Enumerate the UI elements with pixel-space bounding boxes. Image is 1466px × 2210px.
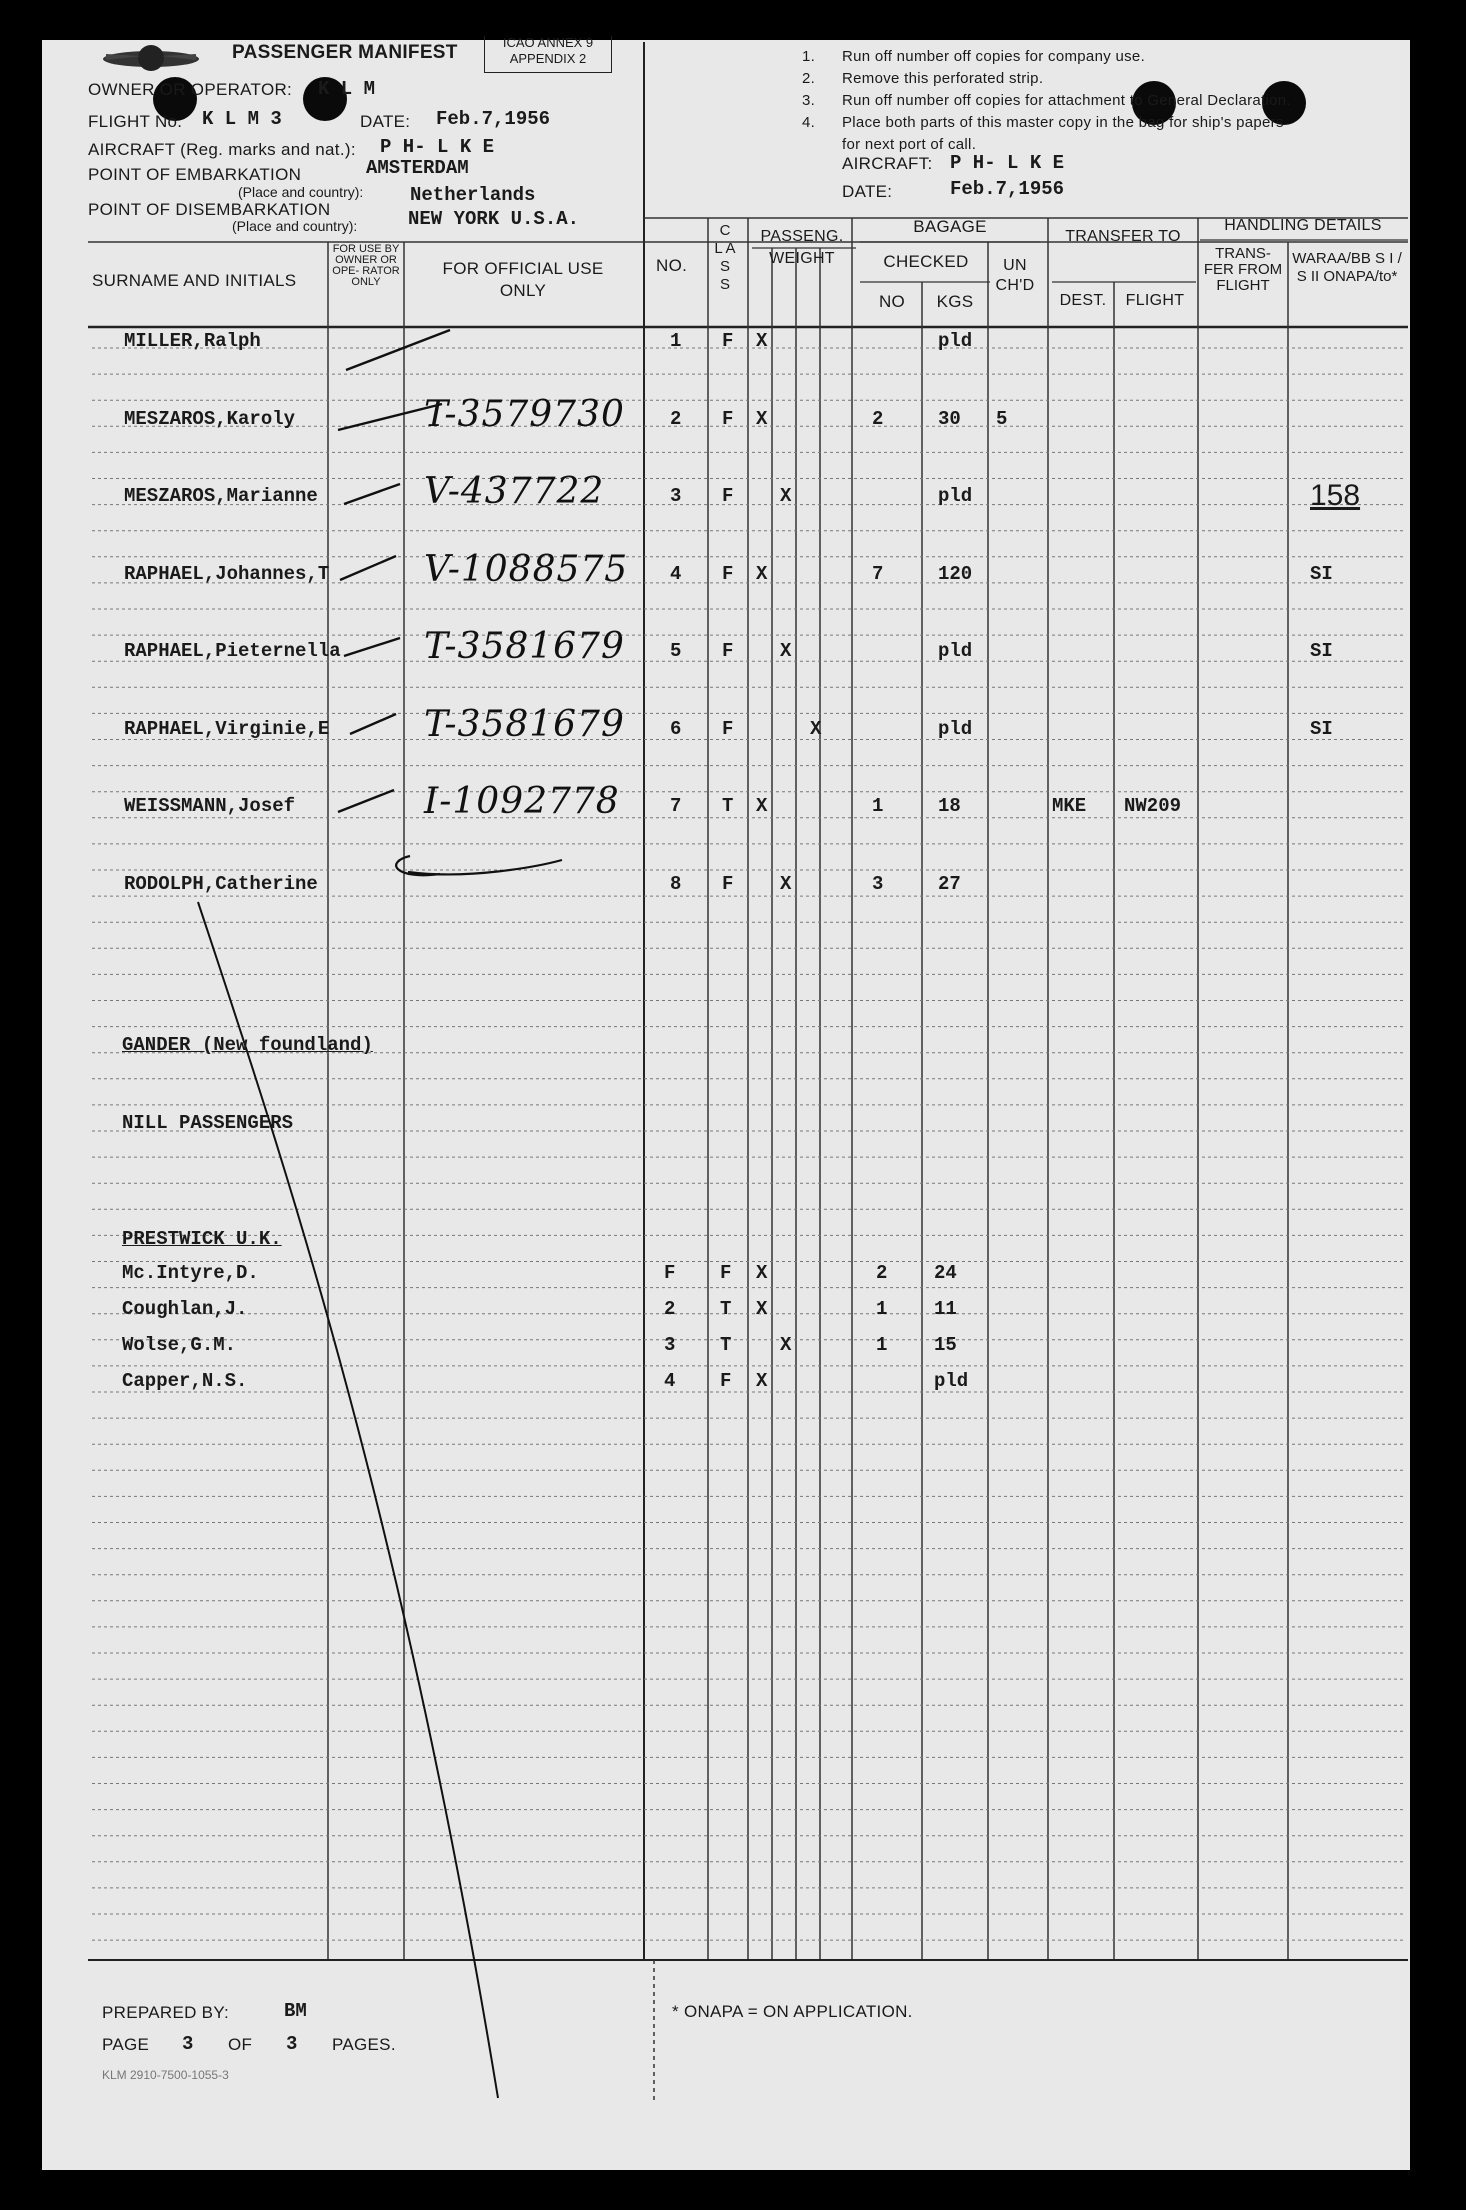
passenger-name: RAPHAEL,Virginie,E bbox=[124, 717, 330, 740]
weight-mark: X bbox=[756, 795, 768, 817]
weight-mark: X bbox=[756, 1262, 768, 1284]
official-use-number: I-1092778 bbox=[424, 781, 620, 822]
passenger-class: F bbox=[722, 407, 734, 430]
right-aircraft-value: P H- L K E bbox=[950, 152, 1065, 174]
passenger-name: RODOLPH,Catherine bbox=[124, 872, 318, 895]
passenger-number: 6 bbox=[670, 717, 682, 740]
embarkation-value: AMSTERDAM bbox=[366, 157, 469, 179]
handling-code: SI bbox=[1310, 562, 1333, 585]
col-class: C L A S S bbox=[714, 222, 736, 293]
passenger-number: 7 bbox=[670, 795, 682, 817]
passenger-class: F bbox=[722, 485, 734, 507]
disembarkation-value: NEW YORK U.S.A. bbox=[408, 208, 580, 230]
prepared-by-label: PREPARED BY: bbox=[102, 2003, 230, 2022]
passenger-number: 3 bbox=[670, 485, 682, 507]
col-no: NO. bbox=[656, 256, 688, 275]
disembarkation-label: POINT OF DISEMBARKATION bbox=[88, 200, 331, 219]
bag-kgs: 120 bbox=[938, 562, 973, 585]
disembark-place-label: (Place and country): bbox=[232, 218, 358, 234]
check-stroke bbox=[346, 330, 450, 370]
instruction-text: Remove this perforated strip. bbox=[842, 70, 1044, 87]
passenger-name: Wolse,G.M. bbox=[122, 1334, 237, 1356]
bag-count: 1 bbox=[876, 1298, 888, 1320]
handling-code: SI bbox=[1310, 717, 1333, 740]
passenger-number: 3 bbox=[664, 1334, 676, 1356]
weight-mark: X bbox=[780, 640, 792, 662]
col-checked: CHECKED bbox=[883, 252, 969, 271]
embark-place-label: (Place and country): bbox=[238, 184, 364, 200]
passenger-name: Capper,N.S. bbox=[122, 1370, 248, 1392]
passenger-number: F bbox=[664, 1262, 676, 1284]
passenger-class: F bbox=[722, 330, 734, 352]
instruction-text: Run off number off copies for attachment to General Declaration. bbox=[842, 92, 1291, 109]
passenger-number: 4 bbox=[664, 1370, 676, 1392]
page-label: PAGE bbox=[102, 2035, 150, 2054]
col-transfer-to: TRANSFER TO bbox=[1065, 228, 1181, 245]
right-date-value: Feb.7,1956 bbox=[950, 178, 1065, 200]
prepared-by-value: BM bbox=[284, 2000, 307, 2022]
instruction-number: 2. bbox=[802, 70, 816, 87]
bag-kgs: pld bbox=[938, 717, 973, 740]
passenger-number: 1 bbox=[670, 330, 682, 352]
passenger-number: 5 bbox=[670, 640, 682, 662]
weight-mark: X bbox=[780, 1334, 792, 1356]
bag-count: 3 bbox=[872, 872, 884, 895]
unchecked-count: 5 bbox=[996, 407, 1008, 430]
bag-count: 1 bbox=[876, 1334, 888, 1356]
bag-kgs: 24 bbox=[934, 1262, 957, 1284]
handling-code: SI bbox=[1310, 640, 1333, 662]
bag-kgs: pld bbox=[938, 640, 973, 662]
bag-kgs: 15 bbox=[934, 1334, 957, 1356]
of-label: OF bbox=[228, 2035, 253, 2054]
embarkation-label: POINT OF EMBARKATION bbox=[88, 165, 302, 184]
klm-logo-icon bbox=[96, 42, 206, 76]
col-surname: SURNAME AND INITIALS bbox=[92, 271, 297, 290]
passenger-number: 4 bbox=[670, 562, 682, 585]
transfer-flight: NW209 bbox=[1124, 795, 1182, 817]
passenger-name: MESZAROS,Marianne bbox=[124, 485, 318, 507]
bag-kgs: pld bbox=[938, 330, 973, 352]
check-stroke bbox=[344, 484, 400, 504]
section-nill: NILL PASSENGERS bbox=[122, 1112, 294, 1134]
form-code: KLM 2910-7500-1055-3 bbox=[102, 2068, 229, 2082]
embark-country: Netherlands bbox=[410, 184, 536, 206]
passenger-name: WEISSMANN,Josef bbox=[124, 795, 296, 817]
col-official-use: FOR OFFICIAL USE ONLY bbox=[442, 259, 604, 300]
col-handling: HANDLING DETAILS bbox=[1224, 217, 1382, 234]
check-stroke bbox=[338, 790, 394, 812]
col-checked-no: NO bbox=[878, 292, 906, 311]
col-checked-kgs: KGS bbox=[936, 292, 974, 311]
owner-operator-label: OWNER OR OPERATOR: bbox=[88, 80, 293, 99]
weight-mark: X bbox=[756, 1370, 768, 1392]
passenger-class: T bbox=[720, 1298, 732, 1320]
transfer-dest: MKE bbox=[1052, 795, 1087, 817]
aircraft-value: P H- L K E bbox=[380, 136, 495, 158]
passenger-name: Coughlan,J. bbox=[122, 1298, 248, 1320]
owner-operator-value: K L M bbox=[318, 78, 376, 100]
of-value: 3 bbox=[286, 2033, 298, 2055]
instruction-text: Run off number off copies for company use. bbox=[842, 48, 1146, 65]
passenger-number: 2 bbox=[670, 407, 682, 430]
instruction-number: 3. bbox=[802, 92, 816, 109]
official-use-number: T-3579730 bbox=[424, 393, 625, 435]
passenger-class: F bbox=[720, 1370, 732, 1392]
passenger-class: F bbox=[722, 872, 734, 895]
passenger-number: 8 bbox=[670, 872, 682, 895]
flight-no-value: K L M 3 bbox=[202, 108, 282, 130]
col-passeng-weight: PASSENG. WEIGHT bbox=[760, 228, 844, 267]
check-stroke bbox=[350, 714, 396, 734]
bag-kgs: pld bbox=[938, 485, 973, 507]
instruction-text: for next port of call. bbox=[842, 136, 977, 153]
date-label: DATE: bbox=[360, 112, 411, 131]
passenger-name: Mc.Intyre,D. bbox=[122, 1262, 259, 1284]
col-dest: DEST. bbox=[1059, 292, 1107, 309]
date-value: Feb.7,1956 bbox=[436, 108, 551, 130]
bag-kgs: 18 bbox=[938, 795, 961, 817]
handling-code: 158 bbox=[1310, 479, 1361, 512]
bag-kgs: pld bbox=[934, 1370, 969, 1392]
passenger-name: RAPHAEL,Johannes,T bbox=[124, 562, 330, 585]
passenger-name: MILLER,Ralph bbox=[124, 330, 261, 352]
passenger-class: T bbox=[720, 1334, 732, 1356]
check-stroke bbox=[396, 856, 562, 875]
weight-mark: X bbox=[756, 407, 768, 430]
bag-kgs: 11 bbox=[934, 1298, 957, 1320]
weight-mark: X bbox=[756, 1298, 768, 1320]
official-use-number: V-1088575 bbox=[424, 548, 629, 590]
bag-kgs: 30 bbox=[938, 407, 961, 430]
bag-count: 2 bbox=[872, 407, 884, 430]
instruction-number: 4. bbox=[802, 114, 816, 131]
page-value: 3 bbox=[182, 2033, 194, 2055]
check-stroke bbox=[344, 638, 400, 656]
aircraft-label: AIRCRAFT (Reg. marks and nat.): bbox=[88, 140, 356, 159]
pages-label: PAGES. bbox=[332, 2035, 396, 2054]
bag-count: 2 bbox=[876, 1262, 888, 1284]
check-stroke bbox=[340, 556, 396, 580]
bag-count: 7 bbox=[872, 562, 884, 585]
passenger-class: F bbox=[722, 562, 734, 585]
weight-mark: X bbox=[780, 872, 792, 895]
onapa-note: * ONAPA = ON APPLICATION. bbox=[672, 2002, 913, 2021]
section-gander: GANDER (New foundland) bbox=[122, 1034, 373, 1056]
right-date-label: DATE: bbox=[842, 182, 893, 201]
official-use-number: T-3581679 bbox=[424, 626, 625, 667]
weight-mark: X bbox=[756, 562, 768, 585]
passenger-class: T bbox=[722, 795, 734, 817]
passenger-class: F bbox=[720, 1262, 732, 1284]
section-prestwick: PRESTWICK U.K. bbox=[122, 1228, 282, 1250]
passenger-class: F bbox=[722, 640, 734, 662]
weight-mark: X bbox=[810, 717, 822, 740]
weight-mark: X bbox=[756, 330, 768, 352]
bag-kgs: 27 bbox=[938, 872, 961, 895]
right-aircraft-label: AIRCRAFT: bbox=[842, 154, 933, 173]
flight-no-label: FLIGHT No. bbox=[88, 112, 183, 131]
instruction-number: 1. bbox=[802, 48, 816, 65]
col-bagage: BAGAGE bbox=[913, 217, 987, 236]
passenger-number: 2 bbox=[664, 1298, 676, 1320]
passenger-name: RAPHAEL,Pieternella bbox=[124, 640, 341, 662]
col-unchd: UN CH'D bbox=[995, 257, 1035, 294]
form-title: PASSENGER MANIFEST bbox=[232, 42, 458, 63]
cancel-stroke bbox=[198, 902, 498, 2098]
col-owner-use: FOR USE BY OWNER OR OPE- RATOR ONLY bbox=[332, 243, 400, 288]
col-transfer-from: TRANS- FER FROM FLIGHT bbox=[1203, 245, 1283, 294]
passenger-name: MESZAROS,Karoly bbox=[124, 407, 296, 430]
bag-count: 1 bbox=[872, 795, 884, 817]
passenger-class: F bbox=[722, 717, 734, 740]
official-use-number: V-437722 bbox=[424, 471, 605, 512]
col-flight: FLIGHT bbox=[1125, 292, 1185, 309]
instruction-text: Place both parts of this master copy in the bag for ship's papers bbox=[842, 114, 1284, 131]
weight-mark: X bbox=[780, 485, 792, 507]
icao-box: ICAO ANNEX 9 APPENDIX 2 bbox=[484, 36, 612, 73]
col-waraa: WARAA/BB S I / S II ONAPA/to* bbox=[1292, 250, 1402, 285]
official-use-number: T-3581679 bbox=[424, 703, 625, 745]
